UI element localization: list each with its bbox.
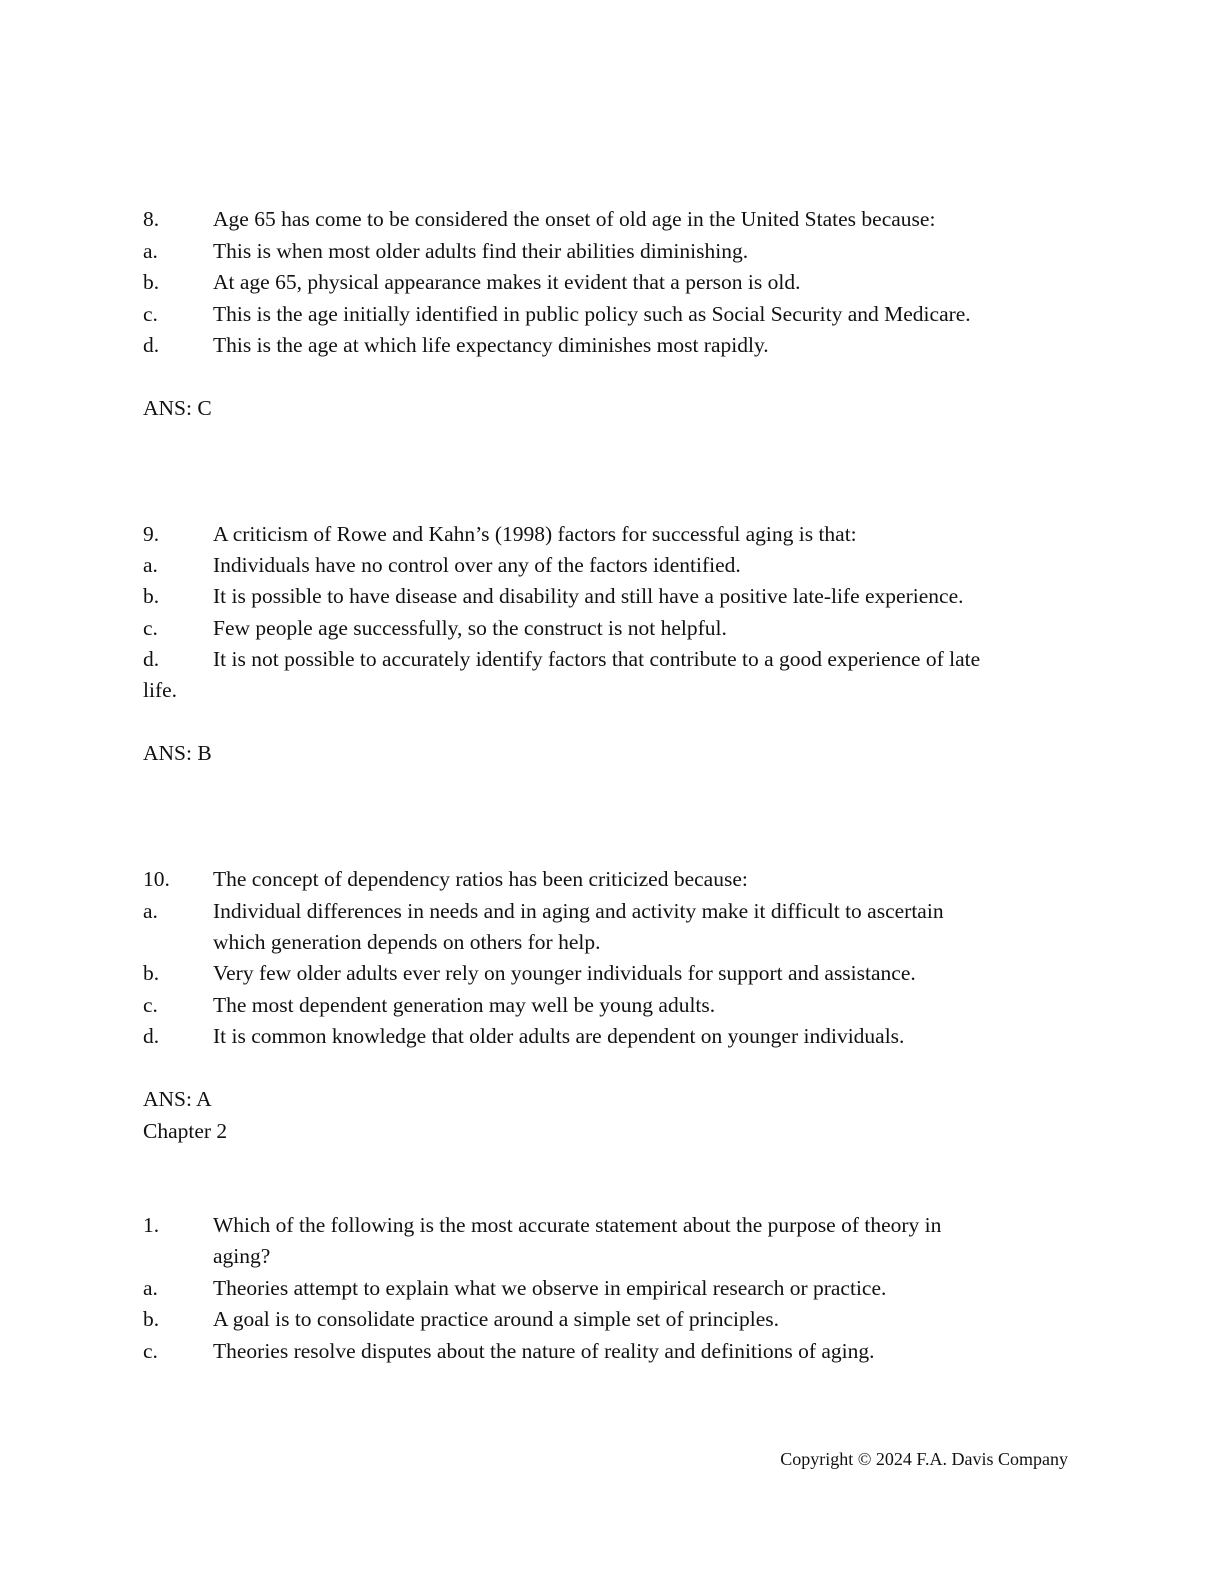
option-8a [143, 238, 748, 264]
question-text: Age 65 has come to be considered the onset of old age in the United States because: [213, 207, 936, 231]
option-c2-1b [143, 1306, 779, 1332]
question-number: 8. [143, 207, 160, 231]
option-9d-wrap: life. [143, 678, 178, 702]
question-8-stem [143, 206, 935, 232]
option-10d [143, 1023, 904, 1049]
option-text: Few people age successfully, so the construct is not helpful. [213, 616, 727, 640]
option-text: At age 65, physical appearance makes it evident that a person is old. [213, 270, 801, 294]
option-10a-wrap: which generation depends on others for help. [213, 930, 601, 954]
option-8b [143, 269, 800, 295]
question-number: 10. [143, 867, 170, 891]
question-number: 9. [143, 522, 160, 546]
option-10c [143, 992, 715, 1018]
option-label: a. [143, 899, 158, 923]
answer-10: ANS: A [143, 1087, 212, 1111]
option-9b [143, 583, 963, 609]
option-text: It is possible to have disease and disability and still have a positive late-life experience. [213, 584, 964, 608]
option-9a [143, 552, 741, 578]
option-label: c. [143, 616, 158, 640]
option-c2-1c [143, 1338, 875, 1364]
copyright-footer: Copyright © 2024 F.A. Davis Company [780, 1449, 1068, 1469]
option-10a [143, 898, 944, 924]
option-8d [143, 332, 769, 358]
option-text: This is the age initially identified in public policy such as Social Security and Medicare. [213, 302, 971, 326]
option-label: b. [143, 1307, 160, 1331]
chapter-heading: Chapter 2 [143, 1119, 228, 1143]
answer-9: ANS: B [143, 741, 212, 765]
question-text: Which of the following is the most accurate statement about the purpose of theory in [213, 1213, 942, 1237]
question-text: A criticism of Rowe and Kahn’s (1998) factors for successful aging is that: [213, 522, 857, 546]
question-9-stem [143, 521, 857, 547]
option-label: d. [143, 333, 160, 357]
chapter2-question-1-stem-wrap: aging? [213, 1244, 271, 1268]
question-number: 1. [143, 1213, 160, 1237]
option-label: a. [143, 239, 158, 263]
option-label: c. [143, 302, 158, 326]
option-label: c. [143, 993, 158, 1017]
option-text: This is the age at which life expectancy diminishes most rapidly. [213, 333, 769, 357]
answer-8: ANS: C [143, 396, 212, 420]
chapter2-question-1-stem [143, 1212, 941, 1238]
option-label: d. [143, 1024, 160, 1048]
option-9d [143, 646, 980, 672]
option-text: Theories resolve disputes about the nature of reality and definitions of aging. [213, 1339, 875, 1363]
option-10b [143, 960, 916, 986]
option-text: It is not possible to accurately identify factors that contribute to a good experience of late [213, 647, 981, 671]
option-9c [143, 615, 727, 641]
option-text: Individual differences in needs and in aging and activity make it difficult to ascertain [213, 899, 944, 923]
option-label: a. [143, 553, 158, 577]
option-label: b. [143, 961, 160, 985]
question-10-stem [143, 866, 748, 892]
option-text: The most dependent generation may well be young adults. [213, 993, 716, 1017]
option-label: c. [143, 1339, 158, 1363]
option-text: Very few older adults ever rely on younger individuals for support and assistance. [213, 961, 916, 985]
option-c2-1a [143, 1275, 886, 1301]
option-label: d. [143, 647, 160, 671]
option-text: This is when most older adults find their abilities diminishing. [213, 239, 749, 263]
option-label: b. [143, 270, 160, 294]
option-text: Theories attempt to explain what we observe in empirical research or practice. [213, 1276, 887, 1300]
option-label: b. [143, 584, 160, 608]
option-8c [143, 301, 971, 327]
option-text: Individuals have no control over any of the factors identified. [213, 553, 741, 577]
option-text: A goal is to consolidate practice around a simple set of principles. [213, 1307, 780, 1331]
option-label: a. [143, 1276, 158, 1300]
option-text: It is common knowledge that older adults are dependent on younger individuals. [213, 1024, 905, 1048]
question-text: The concept of dependency ratios has been criticized because: [213, 867, 748, 891]
